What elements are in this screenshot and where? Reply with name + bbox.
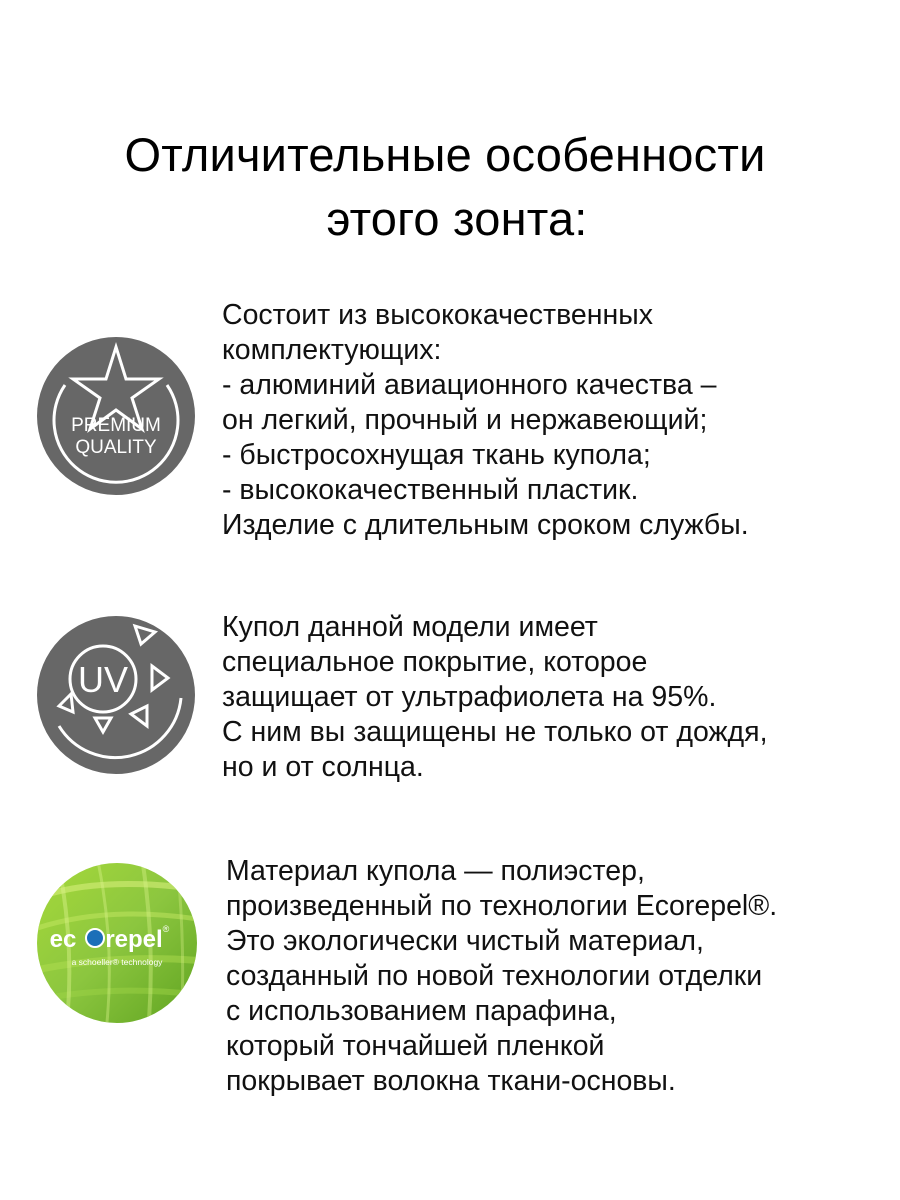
ecorepel-ec-text: ec: [49, 926, 77, 953]
badge-premium-text: PREMIUM: [71, 415, 161, 436]
ecorepel-mark-text: ®: [162, 924, 170, 934]
feature-line: созданный по новой технологии отделки: [226, 960, 763, 992]
feature-line: - высококачественный пластик.: [222, 474, 639, 506]
uv-protection-icon: [35, 614, 197, 776]
feature-line: Изделие с длительным сроком службы.: [222, 509, 749, 541]
feature-line: Это экологически чистый материал,: [226, 925, 704, 957]
feature-line: защищает от ультрафиолета на 95%.: [222, 681, 717, 713]
feature-line: но и от солнца.: [222, 751, 424, 783]
feature-line: С ним вы защищены не только от дождя,: [222, 716, 768, 748]
feature-line: Купол данной модели имеет: [222, 611, 598, 643]
uv-text: UV: [77, 659, 129, 700]
ecorepel-sub-text: a schoeller® technology: [71, 957, 163, 967]
feature-line: специальное покрытие, которое: [222, 646, 648, 678]
feature-text-uv: [222, 610, 768, 785]
premium-quality-badge-icon: [35, 335, 197, 497]
feature-line: покрывает волокна ткани-основы.: [226, 1065, 676, 1097]
ecorepel-logo-icon: [36, 862, 198, 1024]
title-line-2: этого зонта:: [326, 192, 588, 246]
feature-line: - быстросохнущая ткань купола;: [222, 439, 651, 471]
feature-line: - алюминий авиационного качества –: [222, 369, 717, 401]
feature-line: произведенный по технологии Ecorepel®.: [226, 890, 778, 922]
page-title: [0, 123, 900, 251]
feature-line: Состоит из высококачественных: [222, 299, 653, 331]
feature-text-premium: [222, 298, 749, 543]
feature-line: с использованием парафина,: [226, 995, 617, 1027]
feature-line: Материал купола — полиэстер,: [226, 855, 645, 887]
title-line-1: Отличительные особенности: [124, 128, 766, 182]
feature-line: комплектующих:: [222, 334, 442, 366]
feature-line: который тончайшей пленкой: [226, 1030, 605, 1062]
feature-text-ecorepel: [226, 854, 777, 1099]
ecorepel-repel-text: repel: [105, 926, 163, 953]
badge-quality-text: QUALITY: [75, 437, 157, 458]
feature-line: он легкий, прочный и нержавеющий;: [222, 404, 708, 436]
